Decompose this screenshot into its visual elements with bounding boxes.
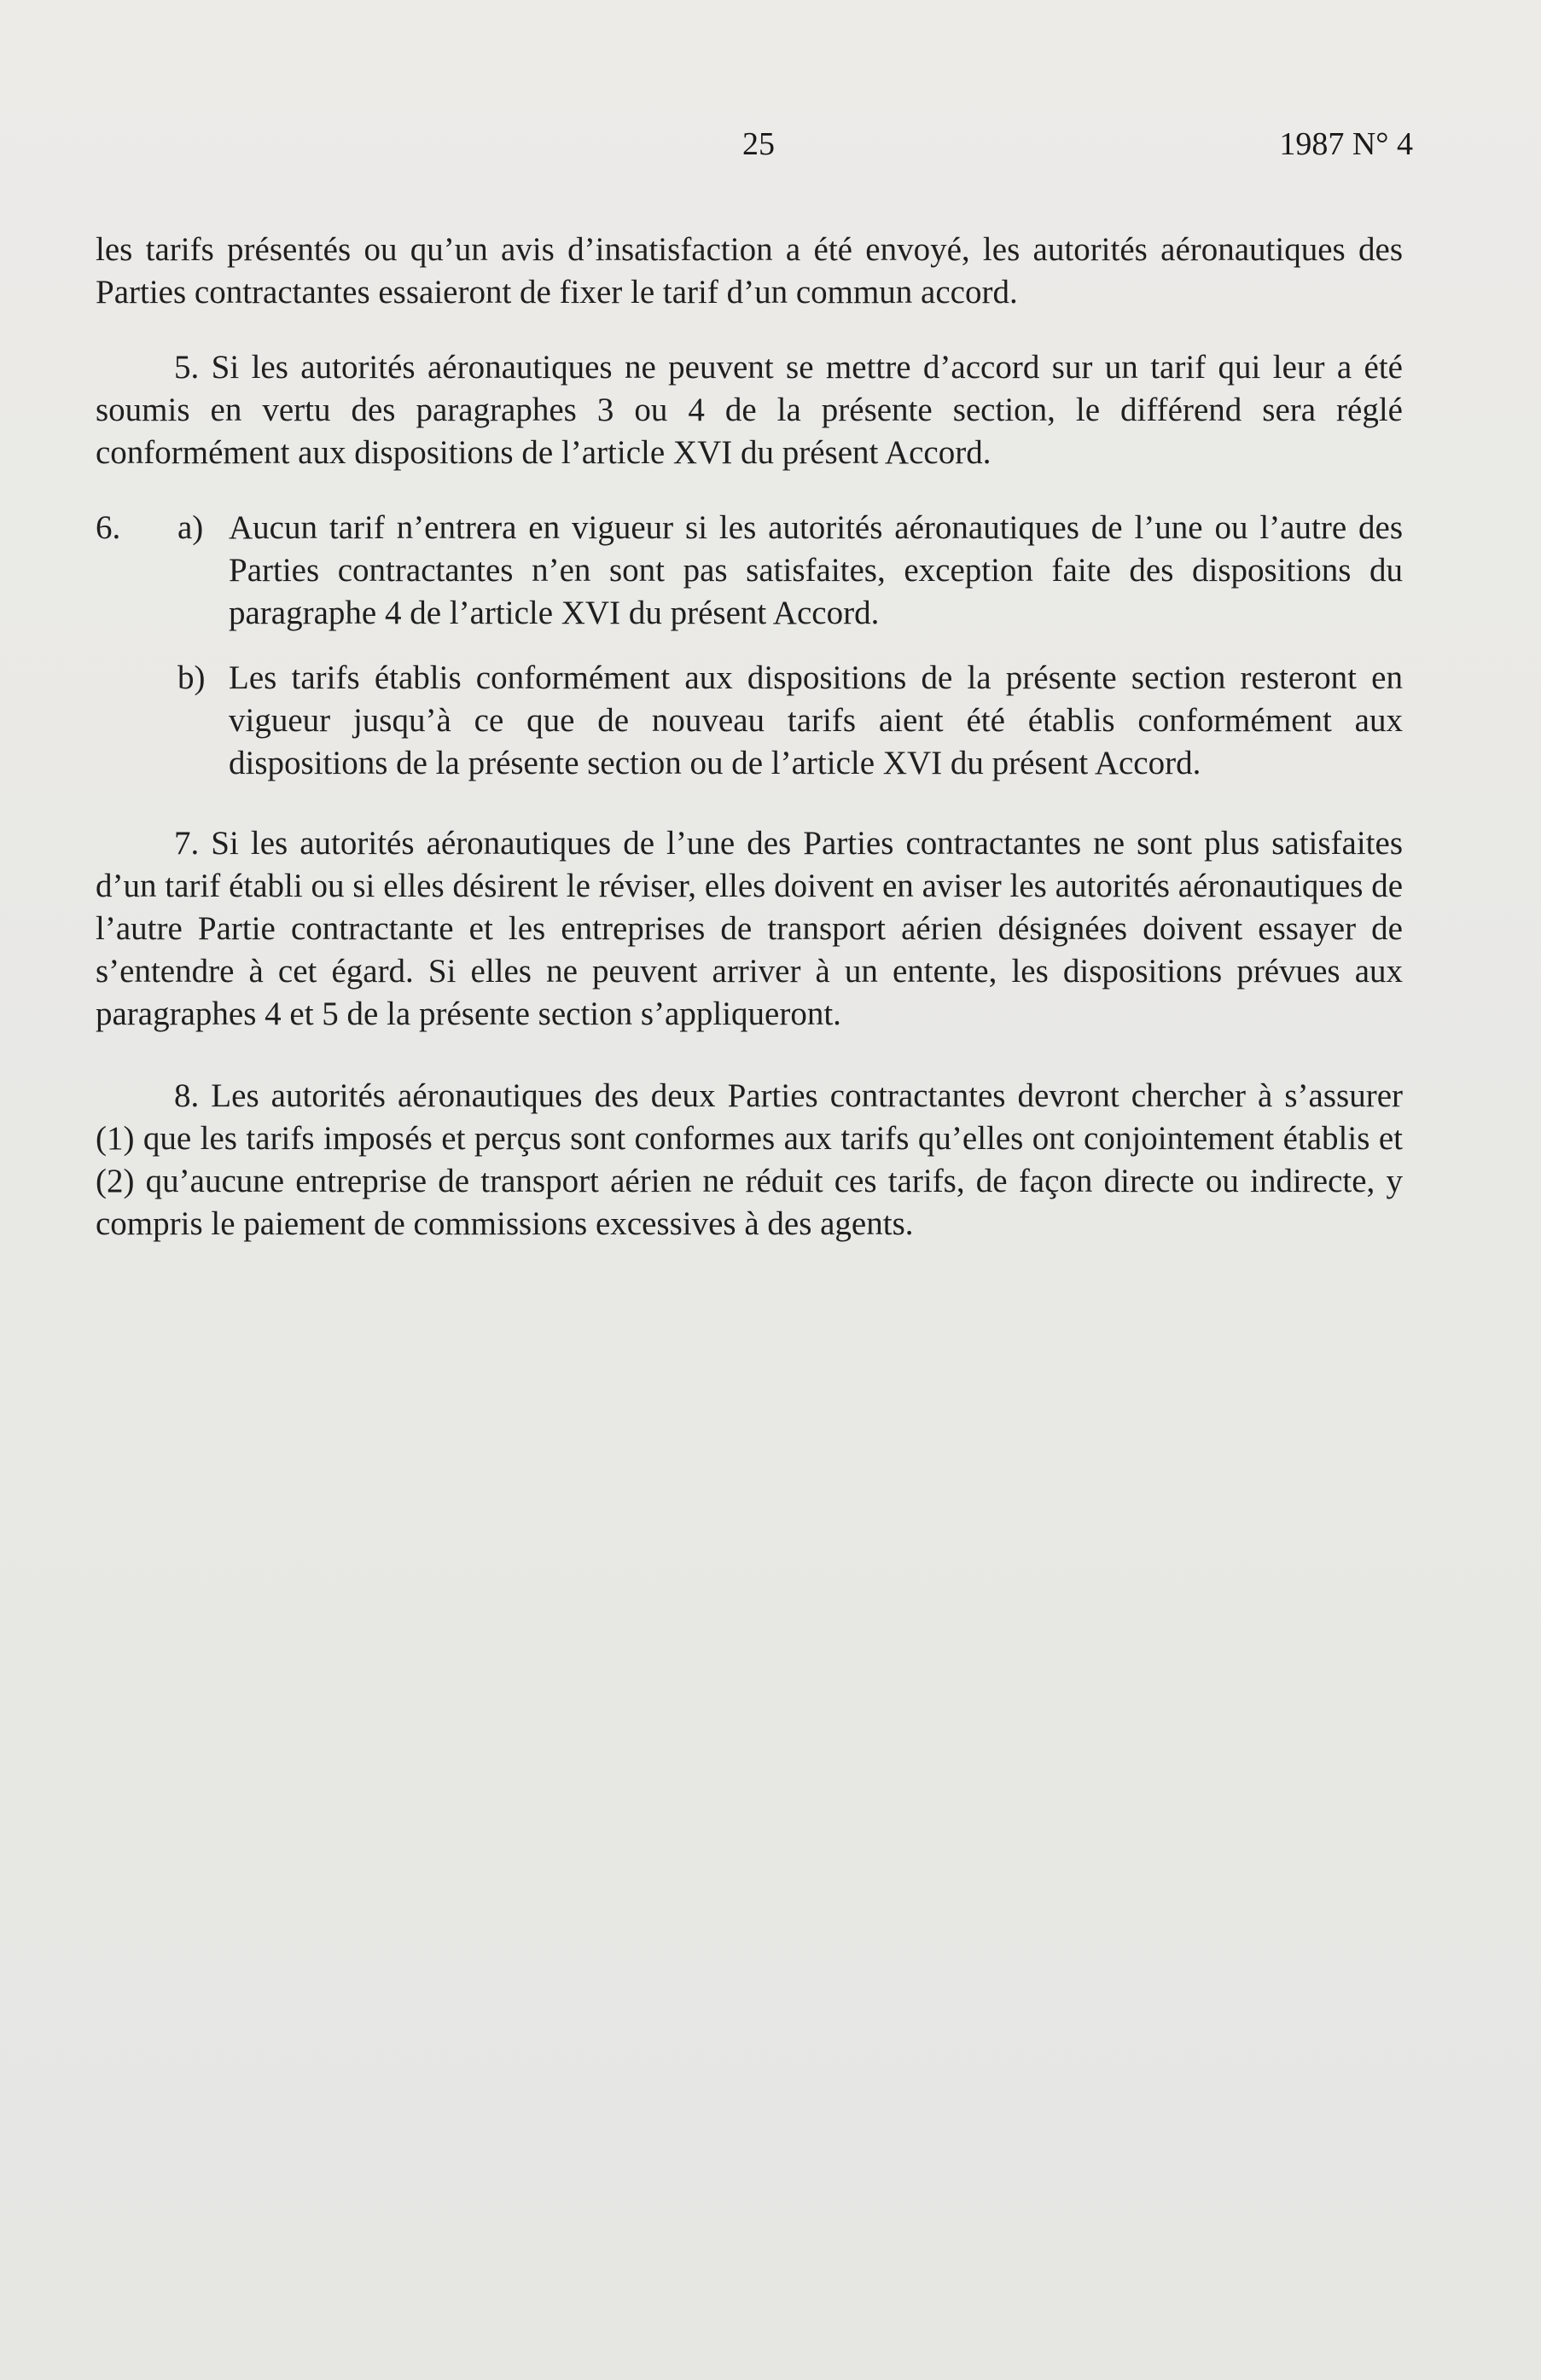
paragraph-8: 8. Les autorités aéronautiques des deux Parties contractantes devront chercher à s’assurer (1) que les tarifs imposés et perçus sont conformes aux tarifs qu’elles ont conjointement établis et (2) qu’aucune entreprise de transport aérien ne réduit ces tarifs, de façon directe ou indirecte, y compris le paiement de commissions excessives à des agents. (96, 1077, 1403, 1242)
item-b-label: b) (177, 659, 206, 696)
page-number: 25 (742, 126, 775, 162)
paragraph-7: 7. Si les autorités aéronautiques de l’une des Parties contractantes ne sont plus satisfaites d’un tarif établi ou si elles désirent le réviser, elles doivent en aviser les autorités aéronautiques de l’autre Partie contractante et les entreprises de transport aérien désignées doivent essayer de s’entendre à cet égard. Si elles ne peuvent arriver à un entente, les dispositions prévues aux paragraphes 4 et 5 de la présente section s’appliqueront. (96, 825, 1403, 1032)
paragraph-6 (96, 507, 1403, 785)
document-body (96, 229, 1403, 1278)
item-a-label: a) (177, 509, 204, 546)
item-b-text: Les tarifs établis conformément aux dispositions de la présente section resteront en vigueur jusqu’à ce que de nouveau tarifs aient été établis conformément aux dispositions de la présente section ou de l’article XVI du présent Accord. (229, 659, 1403, 781)
item-a-text: Aucun tarif n’entrera en vigueur si les autorités aéronautiques de l’une ou l’autre des Parties contractantes n’en sont pas satisfaites, exception faite des dispositions du paragraphe 4 de l’article XVI du présent Accord. (229, 509, 1403, 631)
paragraph-6-number: 6. (96, 509, 121, 546)
journal-reference: 1987 N° 4 (1279, 126, 1413, 162)
continuation-paragraph: les tarifs présentés ou qu’un avis d’insatisfaction a été envoyé, les autorités aéronautiques des Parties contractantes essaieront de fixer le tarif d’un commun accord. (96, 231, 1403, 311)
paragraph-6b (96, 657, 1403, 785)
paragraph-5: 5. Si les autorités aéronautiques ne peuvent se mettre d’accord sur un tarif qui leur a été soumis en vertu des paragraphes 3 ou 4 de la présente section, le différend sera réglé conformément aux dispositions de l’article XVI du présent Accord. (96, 349, 1403, 471)
paragraph-6a (96, 507, 1403, 635)
